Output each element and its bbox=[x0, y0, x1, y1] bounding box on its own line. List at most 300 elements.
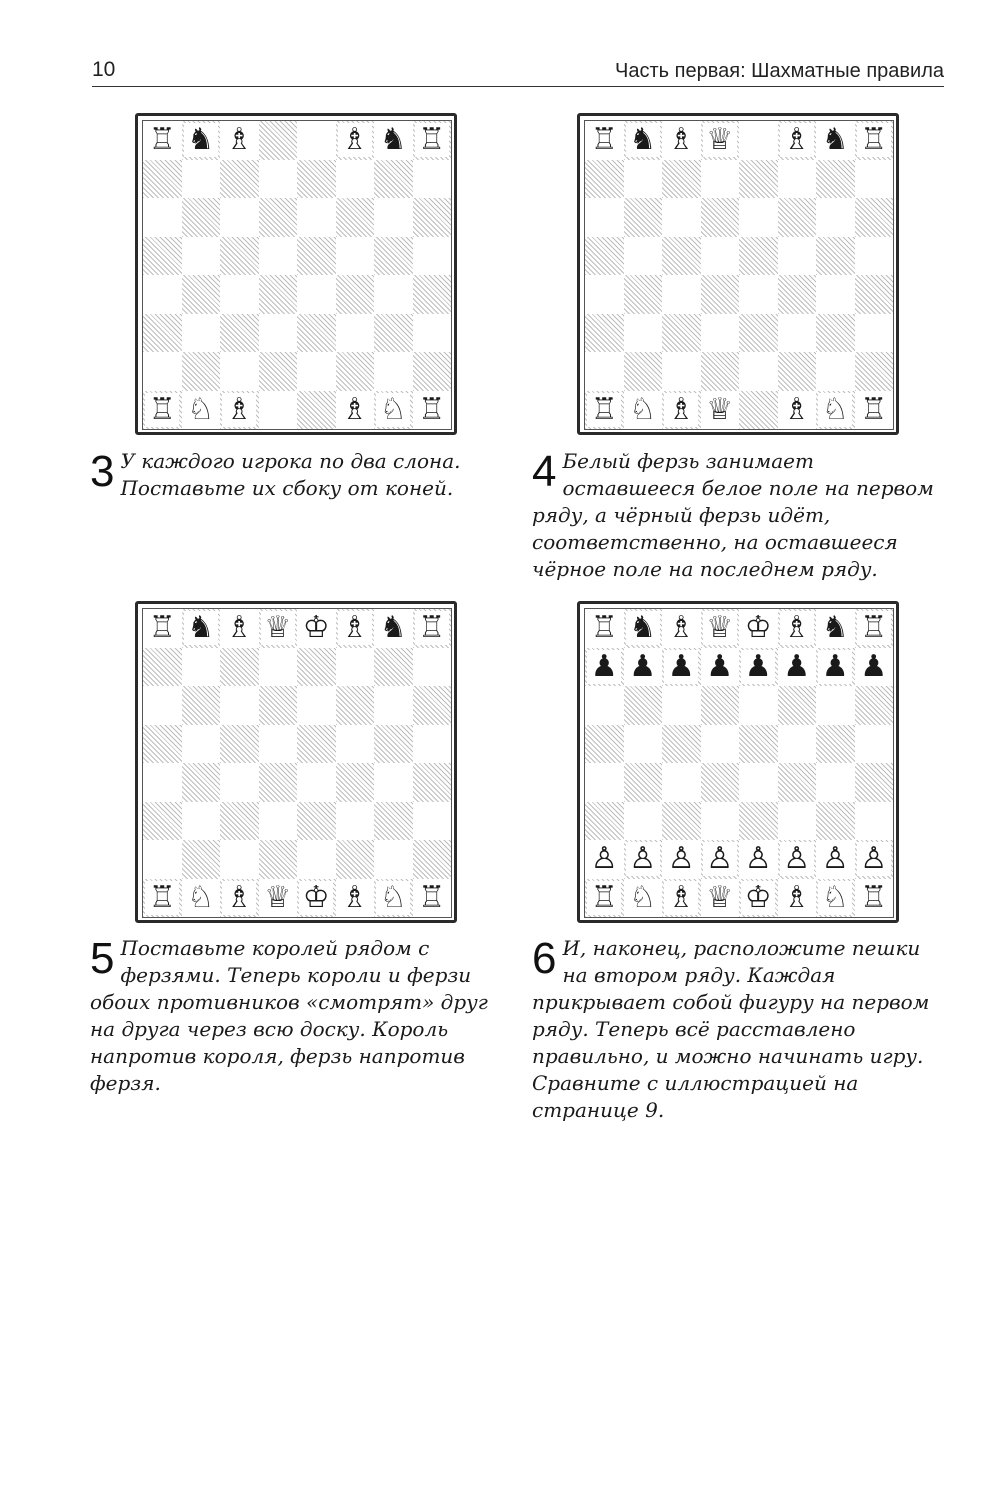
square-a7 bbox=[143, 648, 182, 687]
square-g2 bbox=[816, 840, 855, 879]
piece-backdrop bbox=[338, 123, 372, 157]
piece-backdrop bbox=[587, 123, 621, 157]
square-d4 bbox=[701, 763, 740, 802]
square-d6 bbox=[259, 198, 298, 237]
square-h5 bbox=[855, 237, 894, 276]
piece-backdrop bbox=[780, 393, 814, 427]
square-e8 bbox=[297, 121, 336, 160]
square-f1 bbox=[336, 879, 375, 918]
square-d1 bbox=[701, 391, 740, 430]
square-d8 bbox=[701, 121, 740, 160]
piece-backdrop bbox=[184, 611, 218, 645]
square-h6 bbox=[855, 198, 894, 237]
white-pawn-icon: ♙ bbox=[821, 841, 849, 877]
piece-backdrop bbox=[780, 650, 814, 684]
white-bishop-icon: ♗ bbox=[667, 879, 695, 915]
white-knight-icon: ♘ bbox=[629, 879, 657, 915]
square-f6 bbox=[778, 198, 817, 237]
caption-step-4 bbox=[532, 448, 948, 583]
square-h7 bbox=[855, 160, 894, 199]
piece-backdrop bbox=[376, 123, 410, 157]
black-knight-icon: ♞ bbox=[821, 122, 849, 158]
square-g1 bbox=[816, 879, 855, 918]
square-h6 bbox=[413, 198, 452, 237]
chess-diagram-3 bbox=[135, 113, 457, 435]
square-g5 bbox=[816, 725, 855, 764]
square-b7 bbox=[624, 648, 663, 687]
black-knight-icon: ♞ bbox=[187, 122, 215, 158]
black-pawn-icon: ♟ bbox=[783, 648, 811, 684]
square-b2 bbox=[182, 352, 221, 391]
step-number: 4 bbox=[532, 447, 557, 496]
square-f7 bbox=[778, 160, 817, 199]
piece-backdrop bbox=[184, 123, 218, 157]
square-e2 bbox=[739, 352, 778, 391]
white-queen-icon: ♕ bbox=[264, 610, 292, 646]
square-a3 bbox=[143, 802, 182, 841]
caption-step-6 bbox=[532, 935, 948, 1124]
white-rook-icon: ♖ bbox=[590, 879, 618, 915]
square-a8 bbox=[585, 609, 624, 648]
square-f7 bbox=[336, 648, 375, 687]
piece-backdrop bbox=[818, 842, 852, 876]
piece-backdrop bbox=[184, 393, 218, 427]
square-e7 bbox=[297, 160, 336, 199]
square-h3 bbox=[855, 314, 894, 353]
square-h4 bbox=[413, 763, 452, 802]
square-e4 bbox=[297, 763, 336, 802]
white-queen-icon: ♕ bbox=[706, 122, 734, 158]
white-pawn-icon: ♙ bbox=[783, 841, 811, 877]
white-queen-icon: ♕ bbox=[264, 879, 292, 915]
square-h8 bbox=[413, 609, 452, 648]
square-d3 bbox=[701, 802, 740, 841]
square-a2 bbox=[143, 840, 182, 879]
square-f6 bbox=[336, 686, 375, 725]
square-b7 bbox=[624, 160, 663, 199]
square-e6 bbox=[297, 686, 336, 725]
piece-backdrop bbox=[741, 650, 775, 684]
square-e1 bbox=[297, 391, 336, 430]
white-bishop-icon: ♗ bbox=[783, 391, 811, 427]
piece-backdrop bbox=[376, 611, 410, 645]
piece-backdrop bbox=[184, 881, 218, 915]
white-queen-icon: ♕ bbox=[706, 610, 734, 646]
square-g1 bbox=[374, 879, 413, 918]
square-e7 bbox=[297, 648, 336, 687]
piece-backdrop bbox=[857, 123, 891, 157]
square-f5 bbox=[336, 237, 375, 276]
piece-backdrop bbox=[818, 881, 852, 915]
square-d6 bbox=[701, 198, 740, 237]
square-c1 bbox=[220, 879, 259, 918]
white-rook-icon: ♖ bbox=[860, 122, 888, 158]
square-f4 bbox=[336, 763, 375, 802]
square-h4 bbox=[855, 763, 894, 802]
square-f6 bbox=[778, 686, 817, 725]
black-pawn-icon: ♟ bbox=[744, 648, 772, 684]
white-bishop-icon: ♗ bbox=[667, 391, 695, 427]
white-knight-icon: ♘ bbox=[187, 391, 215, 427]
square-f1 bbox=[778, 879, 817, 918]
square-a1 bbox=[143, 879, 182, 918]
white-rook-icon: ♖ bbox=[860, 391, 888, 427]
square-h2 bbox=[855, 352, 894, 391]
square-g8 bbox=[374, 121, 413, 160]
black-pawn-icon: ♟ bbox=[706, 648, 734, 684]
square-f1 bbox=[778, 391, 817, 430]
square-e2 bbox=[297, 840, 336, 879]
square-h8 bbox=[413, 121, 452, 160]
square-b6 bbox=[182, 198, 221, 237]
square-f3 bbox=[336, 314, 375, 353]
white-bishop-icon: ♗ bbox=[667, 122, 695, 158]
square-g2 bbox=[374, 352, 413, 391]
white-bishop-icon: ♗ bbox=[341, 610, 369, 646]
square-e5 bbox=[739, 725, 778, 764]
square-e8 bbox=[739, 609, 778, 648]
white-rook-icon: ♖ bbox=[148, 879, 176, 915]
square-f8 bbox=[778, 609, 817, 648]
square-b2 bbox=[182, 840, 221, 879]
square-d2 bbox=[259, 840, 298, 879]
square-g5 bbox=[816, 237, 855, 276]
square-g4 bbox=[816, 275, 855, 314]
piece-backdrop bbox=[857, 881, 891, 915]
piece-backdrop bbox=[703, 123, 737, 157]
piece-backdrop bbox=[415, 393, 449, 427]
square-a1 bbox=[585, 391, 624, 430]
square-c2 bbox=[220, 352, 259, 391]
square-b3 bbox=[624, 802, 663, 841]
step-number: 3 bbox=[90, 447, 115, 496]
chess-diagram-4 bbox=[577, 113, 899, 435]
square-b8 bbox=[182, 121, 221, 160]
white-bishop-icon: ♗ bbox=[225, 391, 253, 427]
square-a5 bbox=[143, 725, 182, 764]
square-h5 bbox=[413, 725, 452, 764]
white-rook-icon: ♖ bbox=[148, 122, 176, 158]
running-header: Часть первая: Шахматные правила bbox=[615, 60, 944, 82]
piece-backdrop bbox=[741, 842, 775, 876]
square-d3 bbox=[259, 802, 298, 841]
square-c6 bbox=[662, 198, 701, 237]
square-h1 bbox=[413, 391, 452, 430]
piece-backdrop bbox=[703, 611, 737, 645]
square-e6 bbox=[297, 198, 336, 237]
piece-backdrop bbox=[261, 611, 295, 645]
white-bishop-icon: ♗ bbox=[667, 610, 695, 646]
square-b3 bbox=[624, 314, 663, 353]
white-knight-icon: ♘ bbox=[187, 879, 215, 915]
square-b4 bbox=[182, 275, 221, 314]
square-a7 bbox=[585, 160, 624, 199]
square-e3 bbox=[297, 314, 336, 353]
piece-backdrop bbox=[626, 611, 660, 645]
square-c1 bbox=[662, 391, 701, 430]
square-c3 bbox=[662, 802, 701, 841]
square-d5 bbox=[259, 725, 298, 764]
square-c1 bbox=[220, 391, 259, 430]
square-b5 bbox=[624, 725, 663, 764]
square-a8 bbox=[143, 121, 182, 160]
white-bishop-icon: ♗ bbox=[225, 879, 253, 915]
piece-backdrop bbox=[857, 393, 891, 427]
white-rook-icon: ♖ bbox=[148, 610, 176, 646]
square-h5 bbox=[413, 237, 452, 276]
page-number: 10 bbox=[92, 58, 116, 81]
square-b6 bbox=[624, 198, 663, 237]
piece-backdrop bbox=[338, 393, 372, 427]
square-c4 bbox=[220, 275, 259, 314]
square-b8 bbox=[182, 609, 221, 648]
black-knight-icon: ♞ bbox=[187, 610, 215, 646]
square-b5 bbox=[182, 237, 221, 276]
square-f5 bbox=[336, 725, 375, 764]
white-rook-icon: ♖ bbox=[590, 391, 618, 427]
piece-backdrop bbox=[780, 842, 814, 876]
square-c7 bbox=[662, 160, 701, 199]
square-d3 bbox=[259, 314, 298, 353]
piece-backdrop bbox=[626, 650, 660, 684]
white-bishop-icon: ♗ bbox=[341, 122, 369, 158]
chess-diagram-5 bbox=[135, 601, 457, 923]
piece-backdrop bbox=[587, 650, 621, 684]
square-f8 bbox=[336, 609, 375, 648]
white-rook-icon: ♖ bbox=[860, 610, 888, 646]
square-h3 bbox=[413, 314, 452, 353]
piece-backdrop bbox=[741, 611, 775, 645]
square-a7 bbox=[585, 648, 624, 687]
square-h2 bbox=[413, 352, 452, 391]
white-rook-icon: ♖ bbox=[418, 610, 446, 646]
square-b1 bbox=[182, 879, 221, 918]
square-g6 bbox=[816, 198, 855, 237]
square-d8 bbox=[259, 121, 298, 160]
black-knight-icon: ♞ bbox=[629, 610, 657, 646]
black-pawn-icon: ♟ bbox=[629, 648, 657, 684]
piece-backdrop bbox=[857, 611, 891, 645]
square-c3 bbox=[220, 314, 259, 353]
white-queen-icon: ♕ bbox=[706, 391, 734, 427]
square-g3 bbox=[374, 802, 413, 841]
square-h6 bbox=[855, 686, 894, 725]
black-knight-icon: ♞ bbox=[379, 122, 407, 158]
square-a6 bbox=[143, 198, 182, 237]
piece-backdrop bbox=[626, 393, 660, 427]
piece-backdrop bbox=[376, 393, 410, 427]
square-h3 bbox=[413, 802, 452, 841]
square-d8 bbox=[259, 609, 298, 648]
square-f4 bbox=[778, 763, 817, 802]
square-f1 bbox=[336, 391, 375, 430]
square-e1 bbox=[739, 879, 778, 918]
square-f3 bbox=[778, 802, 817, 841]
white-pawn-icon: ♙ bbox=[706, 841, 734, 877]
square-e3 bbox=[739, 802, 778, 841]
piece-backdrop bbox=[299, 611, 333, 645]
square-h4 bbox=[413, 275, 452, 314]
square-a4 bbox=[143, 763, 182, 802]
square-e1 bbox=[739, 391, 778, 430]
piece-backdrop bbox=[857, 650, 891, 684]
square-c2 bbox=[220, 840, 259, 879]
piece-backdrop bbox=[145, 611, 179, 645]
square-g1 bbox=[816, 391, 855, 430]
piece-backdrop bbox=[664, 842, 698, 876]
square-f2 bbox=[336, 840, 375, 879]
square-c2 bbox=[662, 840, 701, 879]
white-pawn-icon: ♙ bbox=[667, 841, 695, 877]
white-pawn-icon: ♙ bbox=[629, 841, 657, 877]
square-e4 bbox=[297, 275, 336, 314]
black-pawn-icon: ♟ bbox=[667, 648, 695, 684]
black-knight-icon: ♞ bbox=[379, 610, 407, 646]
step-number: 5 bbox=[90, 934, 115, 983]
square-c5 bbox=[220, 237, 259, 276]
white-rook-icon: ♖ bbox=[860, 879, 888, 915]
piece-backdrop bbox=[299, 881, 333, 915]
square-g8 bbox=[816, 121, 855, 160]
square-d6 bbox=[701, 686, 740, 725]
square-e8 bbox=[297, 609, 336, 648]
square-e2 bbox=[297, 352, 336, 391]
square-h7 bbox=[413, 648, 452, 687]
square-h7 bbox=[855, 648, 894, 687]
square-g6 bbox=[374, 198, 413, 237]
square-d3 bbox=[701, 314, 740, 353]
square-e4 bbox=[739, 275, 778, 314]
piece-backdrop bbox=[376, 881, 410, 915]
piece-backdrop bbox=[222, 123, 256, 157]
square-a1 bbox=[143, 391, 182, 430]
piece-backdrop bbox=[703, 650, 737, 684]
square-b5 bbox=[182, 725, 221, 764]
piece-backdrop bbox=[415, 611, 449, 645]
square-h3 bbox=[855, 802, 894, 841]
square-a2 bbox=[585, 352, 624, 391]
piece-backdrop bbox=[818, 650, 852, 684]
caption-text: Поставьте королей рядом с ферзями. Теперь короли и ферзи обоих противников «смотрят» друг на друга через всю доску. Король напротив короля, ферзь напротив ферзя. bbox=[90, 936, 488, 1095]
square-c8 bbox=[662, 609, 701, 648]
white-knight-icon: ♘ bbox=[821, 879, 849, 915]
square-d2 bbox=[259, 352, 298, 391]
white-bishop-icon: ♗ bbox=[783, 879, 811, 915]
black-pawn-icon: ♟ bbox=[821, 648, 849, 684]
square-h1 bbox=[855, 391, 894, 430]
square-g1 bbox=[374, 391, 413, 430]
square-h1 bbox=[413, 879, 452, 918]
square-c6 bbox=[220, 198, 259, 237]
square-a8 bbox=[585, 121, 624, 160]
board-grid bbox=[142, 608, 452, 918]
white-bishop-icon: ♗ bbox=[225, 122, 253, 158]
square-a5 bbox=[143, 237, 182, 276]
square-a5 bbox=[585, 237, 624, 276]
square-g4 bbox=[816, 763, 855, 802]
square-d2 bbox=[701, 352, 740, 391]
piece-backdrop bbox=[415, 881, 449, 915]
piece-backdrop bbox=[587, 611, 621, 645]
square-g8 bbox=[374, 609, 413, 648]
square-e7 bbox=[739, 160, 778, 199]
square-d7 bbox=[701, 160, 740, 199]
square-f8 bbox=[778, 121, 817, 160]
piece-backdrop bbox=[145, 881, 179, 915]
square-e5 bbox=[297, 237, 336, 276]
square-c4 bbox=[220, 763, 259, 802]
piece-backdrop bbox=[741, 881, 775, 915]
square-c8 bbox=[220, 121, 259, 160]
square-a3 bbox=[585, 314, 624, 353]
white-bishop-icon: ♗ bbox=[783, 610, 811, 646]
square-a6 bbox=[585, 686, 624, 725]
square-b8 bbox=[624, 121, 663, 160]
square-b3 bbox=[182, 314, 221, 353]
white-king-icon: ♔ bbox=[302, 610, 330, 646]
piece-backdrop bbox=[857, 842, 891, 876]
caption-step-5 bbox=[90, 935, 510, 1097]
black-knight-icon: ♞ bbox=[629, 122, 657, 158]
square-h4 bbox=[855, 275, 894, 314]
square-c8 bbox=[662, 121, 701, 160]
square-g3 bbox=[374, 314, 413, 353]
piece-backdrop bbox=[664, 650, 698, 684]
piece-backdrop bbox=[664, 881, 698, 915]
piece-backdrop bbox=[703, 881, 737, 915]
square-f7 bbox=[336, 160, 375, 199]
square-c5 bbox=[220, 725, 259, 764]
square-d4 bbox=[259, 763, 298, 802]
square-d8 bbox=[701, 609, 740, 648]
square-b3 bbox=[182, 802, 221, 841]
square-b4 bbox=[624, 763, 663, 802]
piece-backdrop bbox=[626, 881, 660, 915]
square-g6 bbox=[374, 686, 413, 725]
square-g5 bbox=[374, 237, 413, 276]
square-e8 bbox=[739, 121, 778, 160]
square-a1 bbox=[585, 879, 624, 918]
white-rook-icon: ♖ bbox=[590, 610, 618, 646]
square-f4 bbox=[778, 275, 817, 314]
square-h5 bbox=[855, 725, 894, 764]
square-f7 bbox=[778, 648, 817, 687]
square-b2 bbox=[624, 840, 663, 879]
square-g4 bbox=[374, 763, 413, 802]
square-b2 bbox=[624, 352, 663, 391]
square-c4 bbox=[662, 763, 701, 802]
header-rule bbox=[92, 86, 944, 87]
square-c7 bbox=[220, 648, 259, 687]
white-bishop-icon: ♗ bbox=[225, 610, 253, 646]
square-g5 bbox=[374, 725, 413, 764]
step-number: 6 bbox=[532, 934, 557, 983]
white-bishop-icon: ♗ bbox=[341, 391, 369, 427]
square-e3 bbox=[739, 314, 778, 353]
square-d5 bbox=[259, 237, 298, 276]
white-king-icon: ♔ bbox=[302, 879, 330, 915]
square-a5 bbox=[585, 725, 624, 764]
piece-backdrop bbox=[780, 123, 814, 157]
square-d1 bbox=[259, 391, 298, 430]
piece-backdrop bbox=[703, 842, 737, 876]
square-b4 bbox=[182, 763, 221, 802]
piece-backdrop bbox=[261, 881, 295, 915]
piece-backdrop bbox=[626, 123, 660, 157]
piece-backdrop bbox=[818, 123, 852, 157]
caption-text: Белый ферзь занимает оставшееся белое поле на первом ряду, а чёрный ферзь идёт, соответственно, на оставшееся чёрное поле на последнем ряду. bbox=[532, 449, 934, 581]
square-c6 bbox=[220, 686, 259, 725]
